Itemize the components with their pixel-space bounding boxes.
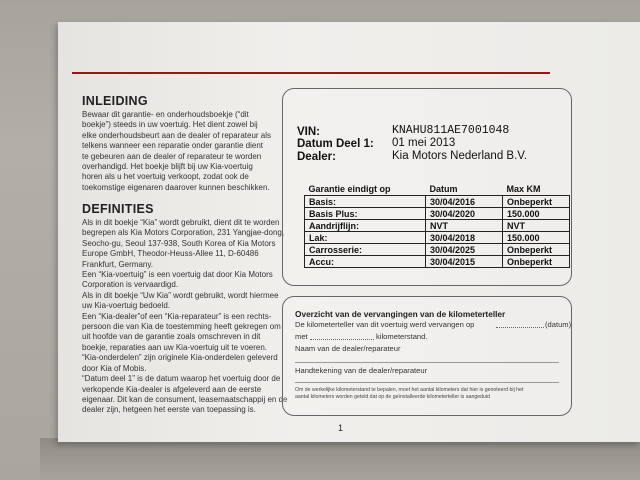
warranty-cell: 150.000 — [503, 208, 570, 220]
odometer-footnote-1: Om de werkelijke kilometerstand te bepalen, moet het aantal kilometers dat hier is genoteerd bij het — [295, 387, 524, 393]
text-line: boekje”) steeds in uw voertuig. Het dient zowel bij — [82, 120, 258, 130]
definitions-text — [82, 218, 287, 416]
odometer-line1-text: De kilometerteller van dit voertuig werd vervangen op — [295, 320, 475, 329]
odometer-line2-met: met — [295, 332, 308, 341]
text-line: door Kia of Mobis. — [82, 363, 147, 373]
text-line: Een “Kia-voertuig” is een voertuig dat door Kia Motors — [82, 270, 273, 280]
text-line: “Datum deel 1” is de datum waarop het voertuig door de — [82, 374, 281, 384]
text-line: Frankfurt, Germany. — [82, 259, 153, 269]
text-line: Als in dit boekje “Uw Kia” wordt gebruikt, wordt hiermee — [82, 290, 279, 300]
warranty-cell: Basis: — [305, 196, 426, 208]
definitions-title: DEFINITIES — [82, 202, 154, 216]
header-rule — [72, 72, 550, 74]
vin-value: KNAHU811AE7001048 — [392, 124, 510, 137]
text-line: Bewaar dit garantie- en onderhoudsboekje (“dit — [82, 110, 249, 119]
warranty-cell: Basis Plus: — [305, 208, 426, 220]
warranty-header-cell: Garantie eindigt op — [308, 184, 391, 194]
dealer-name-label: Naam van de dealer/reparateur — [295, 344, 401, 353]
warranty-cell: Onbeperkt — [503, 196, 570, 208]
warranty-row — [305, 220, 570, 232]
text-line: eigenaar. Dit kan de consument, leasemaatschappij en de — [82, 394, 288, 404]
km-fill-line[interactable] — [310, 339, 374, 340]
text-line: toekomstige eigenaren daarover kunnen beschikken. — [82, 182, 270, 192]
warranty-cell: NVT — [503, 220, 570, 232]
page-number: 1 — [338, 423, 344, 433]
text-line: begrepen als Kia Motors Corporation, 231 Yangjae-dong, — [82, 228, 285, 238]
warranty-header-row — [305, 183, 570, 196]
table-surface — [40, 438, 640, 480]
text-line: telkens wanneer een reparatie onder garantie dient — [82, 141, 264, 151]
warranty-row — [305, 256, 570, 268]
warranty-row — [305, 196, 570, 208]
warranty-cell: Carrosserie: — [305, 244, 426, 256]
text-line: Als in dit boekje “Kia” wordt gebruikt, dient dit te worden — [82, 218, 280, 227]
date-label: Datum Deel 1: — [297, 138, 374, 150]
warranty-table — [304, 183, 570, 268]
text-line: boekje, reparaties aan uw Kia-voertuig uit te voeren. — [82, 342, 267, 352]
text-line: verkopende Kia-dealer is afgeleverd aan de eerste — [82, 384, 262, 394]
warranty-cell: Aandrijflijn: — [305, 220, 426, 232]
warranty-row — [305, 244, 570, 256]
text-line: elke onderhoudsbeurt aan de dealer of reparateur als — [82, 130, 272, 140]
warranty-rows — [305, 196, 570, 268]
text-line: dealer zijn, hetgeen het eerste van toepassing is. — [82, 405, 256, 415]
odometer-footnote-2: aantal kilometers worden geteld dat op de geïnstalleerde kilometerteller is aangeduid — [295, 394, 490, 400]
text-line: Seocho-gu, Seoul 137-938, South Korea of Kia Motors — [82, 238, 276, 248]
warranty-header-cell: Max KM — [506, 184, 541, 194]
warranty-cell: 150.000 — [503, 232, 570, 244]
text-line: “Kia-onderdelen” zijn originele Kia-onderdelen geleverd — [82, 353, 278, 363]
text-line: Een “Kia-dealer”of een “Kia-reparateur” is een rechts- — [82, 311, 272, 321]
text-line: uw Kia-voertuig bedoeld. — [82, 301, 171, 311]
warranty-cell: 30/04/2020 — [426, 208, 503, 220]
text-line: uit hoofde van de garantie zoals omschreven in dit — [82, 332, 261, 342]
text-line: Corporation is vervaardigd. — [82, 280, 179, 290]
intro-title: INLEIDING — [82, 94, 148, 108]
intro-text — [82, 110, 271, 193]
date-fill-line[interactable] — [496, 327, 544, 328]
odometer-line2-text: kilometerstand. — [376, 332, 428, 341]
warranty-cell: Onbeperkt — [503, 256, 570, 268]
warranty-cell: NVT — [426, 220, 503, 232]
warranty-cell: Lak: — [305, 232, 426, 244]
dealer-value: Kia Motors Nederland B.V. — [392, 150, 528, 162]
odometer-line1-date: (datum) — [545, 320, 572, 329]
warranty-row — [305, 232, 570, 244]
warranty-cell: 30/04/2016 — [426, 196, 503, 208]
signature-label: Handtekening van de dealer/reparateur — [295, 366, 428, 375]
dealer-label: Dealer: — [297, 151, 336, 163]
text-line: horen als u het voertuig verkoopt, zodat ook de — [82, 172, 249, 182]
warranty-cell: Onbeperkt — [503, 244, 570, 256]
text-line: Europe GmbH, Theodor-Heuss-Allee 11, D-60486 — [82, 249, 259, 259]
text-line: persoon die van Kia de toestemming heeft gekregen om — [82, 322, 281, 332]
warranty-row — [305, 208, 570, 220]
warranty-cell: 30/04/2025 — [426, 244, 503, 256]
odometer-title: Overzicht van de vervangingen van de kilometerteller — [295, 309, 506, 319]
signature-line[interactable] — [295, 382, 559, 383]
text-line: te gebeuren aan de dealer of reparateur te worden — [82, 151, 262, 161]
warranty-cell: Accu: — [305, 256, 426, 268]
warranty-header-cell: Datum — [429, 184, 458, 194]
warranty-cell: 30/04/2018 — [426, 232, 503, 244]
dealer-name-line[interactable] — [295, 362, 559, 363]
text-line: overhandigd. Het boekje blijft bij uw Kia-voertuig — [82, 162, 253, 172]
date-value: 01 mei 2013 — [392, 137, 456, 149]
warranty-cell: 30/04/2015 — [426, 256, 503, 268]
vin-label: VIN: — [297, 126, 320, 138]
